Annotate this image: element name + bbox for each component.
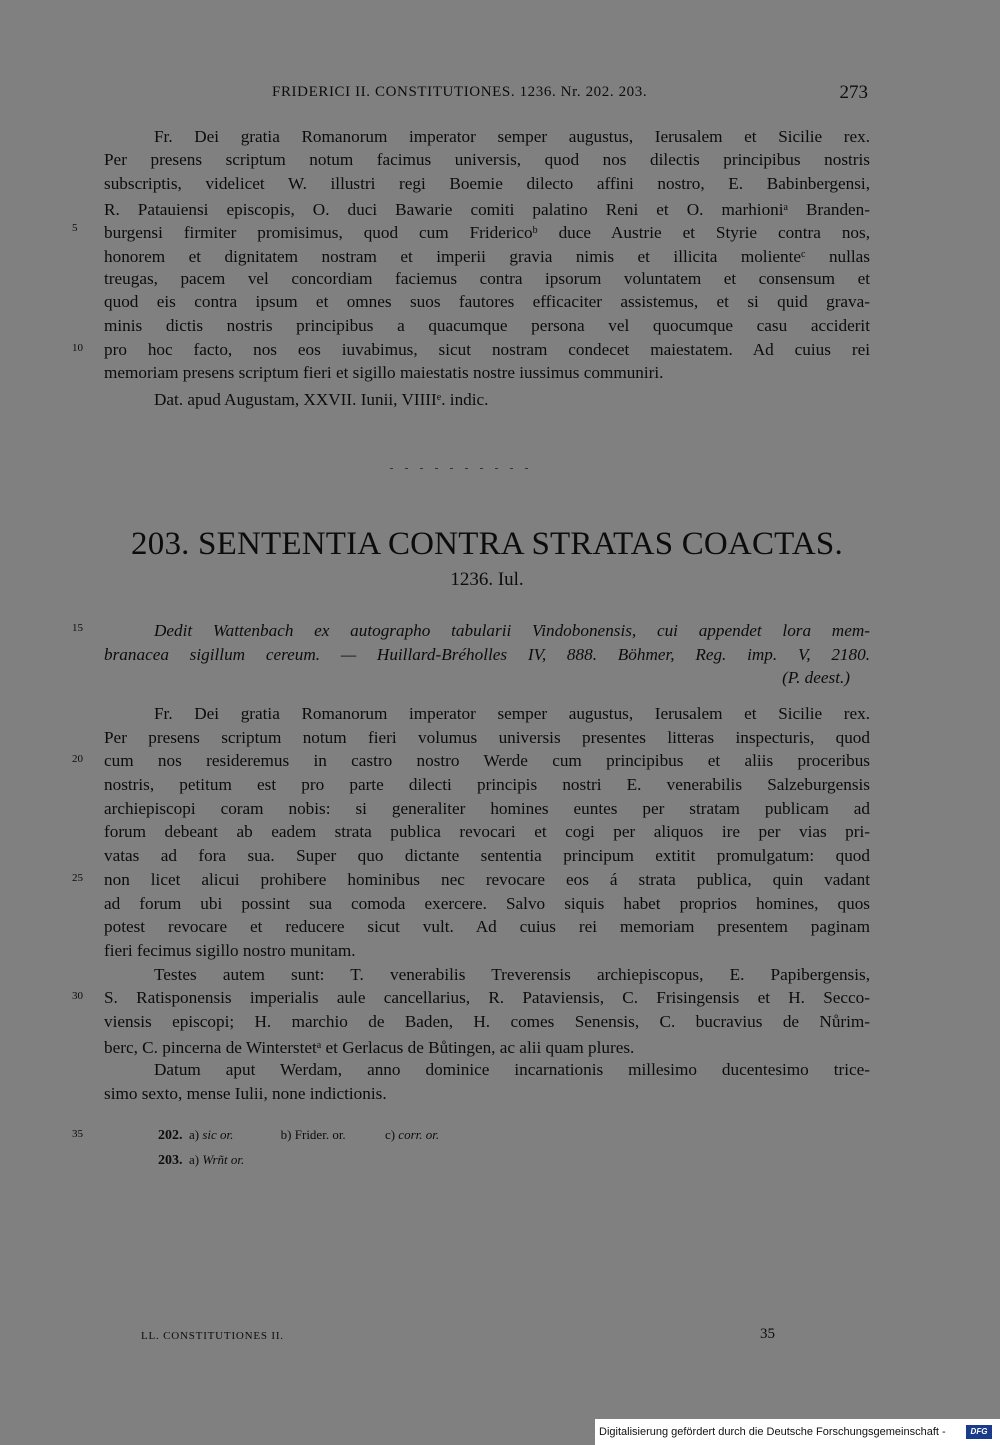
line-number: 10 [72, 342, 83, 354]
text-line: Per presens scriptum notum facimus universis, quod nos dilectis principibus nostris [104, 150, 870, 169]
line-number: 5 [72, 222, 78, 234]
text-line: Testes autem sunt: T. venerabilis Treverensis archiepiscopus, E. Papibergensis, [154, 965, 870, 984]
text-line: Per presens scriptum notum fieri volumus universis presentes litteras inspecturis, quod [104, 728, 870, 747]
text-line: archiepiscopi coram nobis: si generaliter homines euntes per stratam publicam ad [104, 799, 870, 818]
text-line: cum nos resideremus in castro nostro Werde cum principibus et aliis proceribus [104, 751, 870, 770]
line-number: 15 [72, 622, 83, 634]
running-title: FRIDERICI II. CONSTITUTIONES. 1236. Nr. 202. 203. [272, 84, 648, 100]
text-line: quod eis contra ipsum et omnes suos fautores efficaciter assistemus, et si quid grava- [104, 292, 870, 311]
footnote-203: 203. a) Wrñt or. [158, 1152, 245, 1168]
line-number: 35 [72, 1128, 83, 1140]
text-line: simo sexto, mense Iulii, none indictionis. [104, 1084, 387, 1103]
line-number: 25 [72, 872, 83, 884]
volume-signature: LL. CONSTITUTIONES II. [141, 1330, 284, 1342]
text-line: burgensi firmiter promisimus, quod cum Friderico$^b$ duce Austrie et Styrie contra nos, [104, 223, 871, 242]
credit-text: Digitalisierung gefördert durch die Deutsche Forschungsgemeinschaft - [599, 1426, 946, 1438]
line-number: 20 [72, 753, 83, 765]
source-line: branacea sigillum cereum. — Huillard-Bréholles IV, 888. Böhmer, Reg. imp. V, 2180. [104, 645, 870, 664]
page-number: 273 [839, 82, 868, 103]
text-line: berc, C. pincerna de Winterstet$^a$ et Gerlacus de Bůtingen, ac alii quam plures. [104, 1038, 635, 1057]
text-line: non licet alicui prohibere hominibus nec revocare eos á strata publica, quin vadant [104, 870, 870, 889]
text-line: ad forum ubi possint sua comoda exercere. Salvo siquis habet proprios homines, quos [104, 894, 870, 913]
page-header [104, 84, 874, 108]
text-line: R. Patauiensi episcopis, O. duci Bawarie comiti palatino Reni et O. marhioni$^a$ Branden- [104, 200, 870, 219]
section-divider [390, 456, 590, 462]
text-line: fieri fecimus sigillo nostro munitam. [104, 941, 356, 960]
source-line: (P. deest.) [782, 668, 850, 687]
footnote-202: 202. a) sic or. b) Frider. or. c) corr. or. [158, 1127, 440, 1143]
text-line: honorem et dignitatem nostram et imperii gravia nimis et illicita moliente$^c$ nullas [104, 247, 870, 266]
text-line: Fr. Dei gratia Romanorum imperator semper augustus, Ierusalem et Sicilie rex. [154, 127, 870, 146]
document-title: 203. SENTENTIA CONTRA STRATAS COACTAS. [131, 526, 843, 562]
text-line: subscriptis, videlicet W. illustri regi Boemie dilecto affini nostro, E. Babinbergensi, [104, 174, 870, 193]
line-number: 30 [72, 990, 83, 1002]
text-line: S. Ratisponensis imperialis aule cancellarius, R. Pataviensis, C. Frisingensis et H. Secco- [104, 988, 870, 1007]
text-line: potest revocare et reducere sicut vult. Ad cuius rei memoriam presentem paginam [104, 917, 870, 936]
source-line: Dedit Wattenbach ex autographo tabularii Vindobonensis, cui appendet lora mem- [154, 621, 870, 640]
document-date-heading: 1236. Iul. [450, 569, 524, 590]
text-line: Datum aput Werdam, anno dominice incarnationis millesimo ducentesimo trice- [154, 1060, 870, 1079]
text-line: nostris, petitum est pro parte dilecti principis nostri E. venerabilis Salzeburgensis [104, 775, 870, 794]
dfg-logo-icon: DFG [966, 1425, 992, 1439]
text-line: viensis episcopi; H. marchio de Baden, H. comes Senensis, C. bucravius de Nůrim- [104, 1012, 870, 1031]
text-line: memoriam presens scriptum fieri et sigillo maiestatis nostre iussimus communiri. [104, 363, 664, 382]
text-line: forum debeant ab eadem strata publica revocari et cogi per aliquos ire per vias pri- [104, 822, 870, 841]
text-line: Fr. Dei gratia Romanorum imperator semper augustus, Ierusalem et Sicilie rex. [154, 704, 870, 723]
sheet-number: 35 [760, 1326, 775, 1342]
text-line: pro hoc facto, nos eos iuvabimus, sicut nostram condecet maiestatem. Ad cuius rei [104, 340, 870, 359]
text-line: treugas, pacem vel concordiam faciemus contra ipsorum voluntatem et consensum et [104, 269, 870, 288]
digitization-credit [595, 1419, 1000, 1445]
text-line: minis dictis nostris principibus a quacumque persona vel quocumque casu acciderit [104, 316, 870, 335]
text-line: vatas ad fora sua. Super quo dictante sententia principum extitit promulgatum: quod [104, 846, 870, 865]
document-date: Dat. apud Augustam, XXVII. Iunii, VIIIIe. indic. [154, 390, 489, 409]
